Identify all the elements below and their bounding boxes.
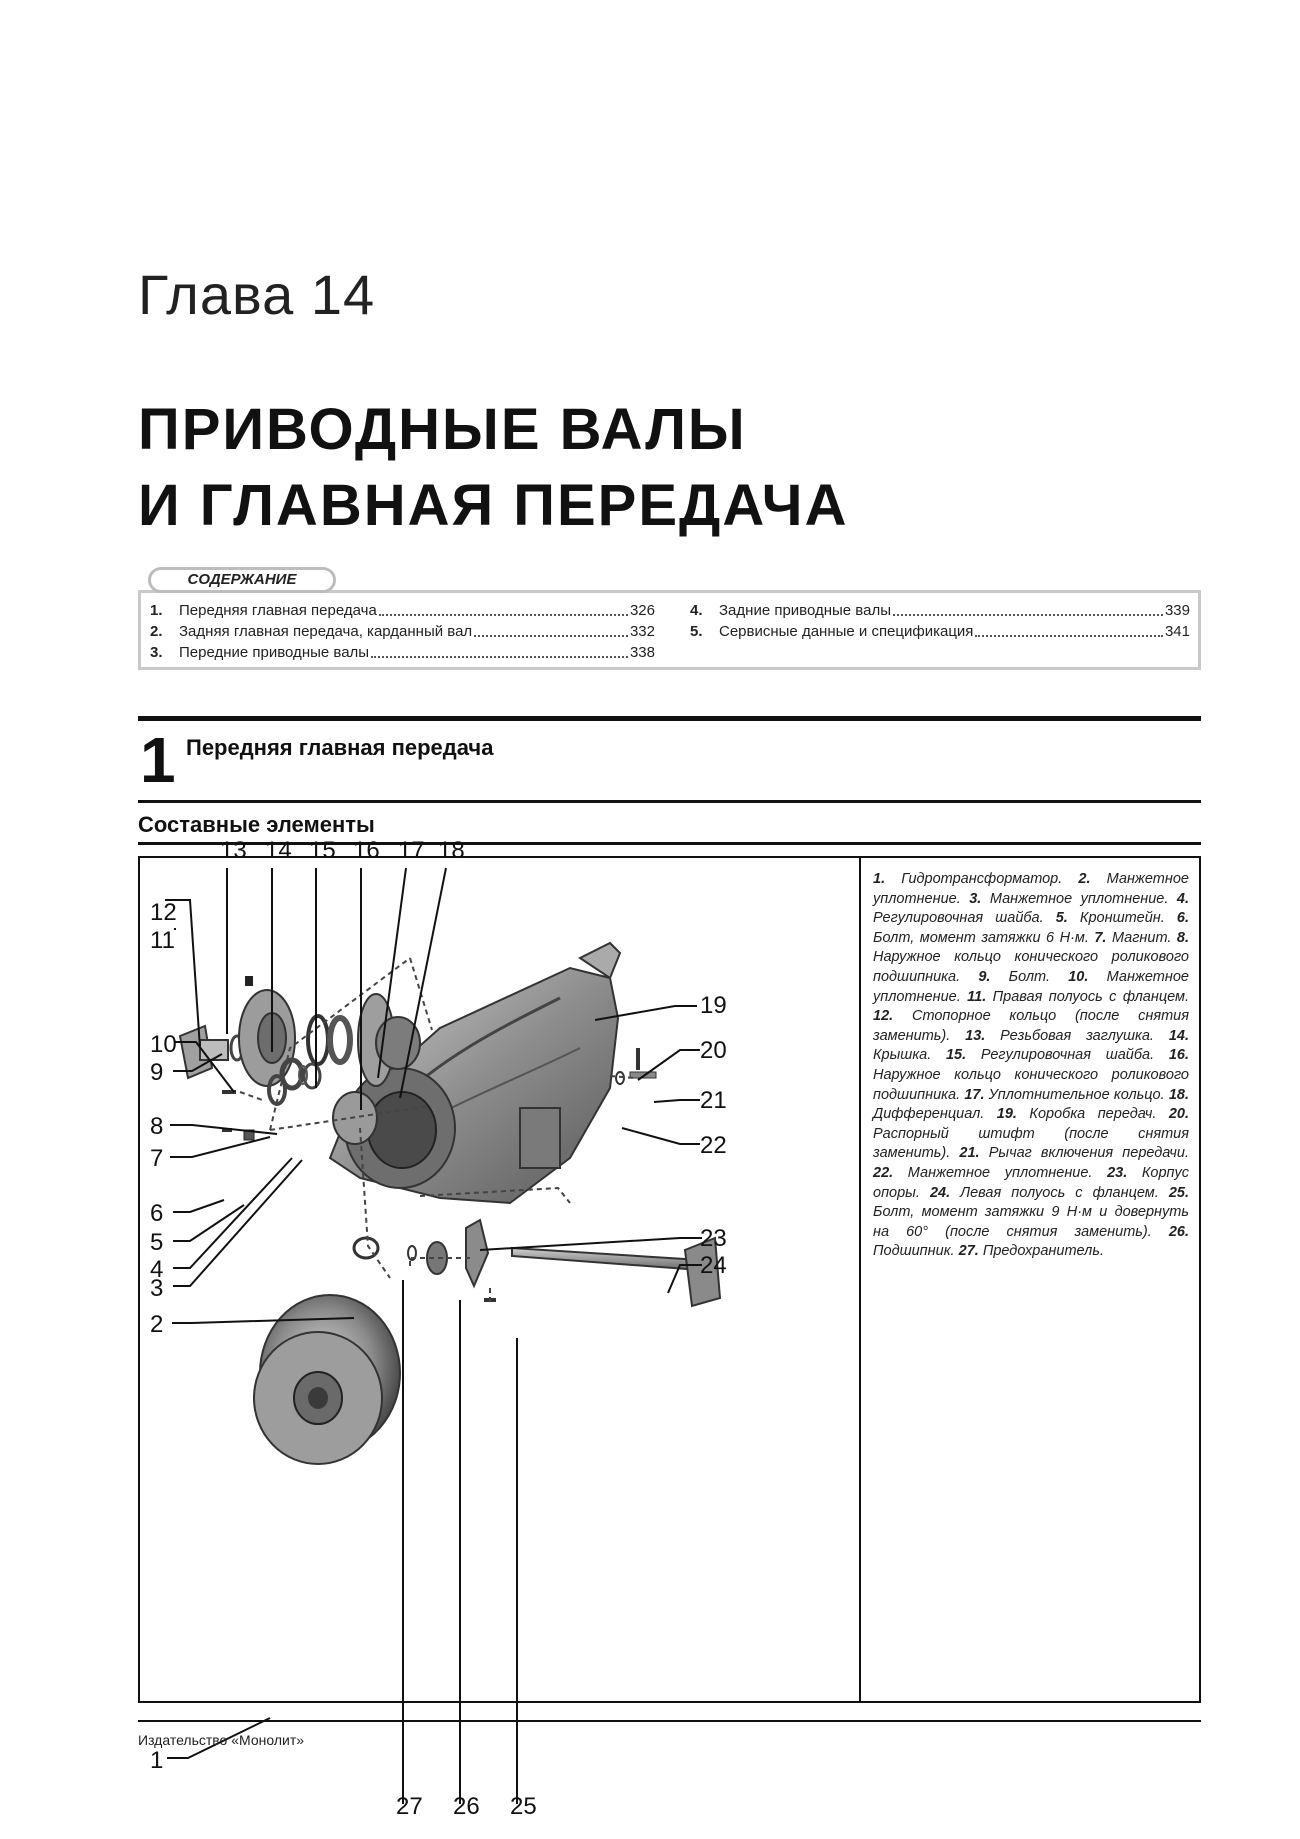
legend-number: 13.: [965, 1027, 986, 1044]
part-label-2: 2: [150, 1311, 164, 1338]
legend-number: 6.: [1176, 910, 1190, 927]
legend-number: 12.: [873, 1008, 894, 1025]
toc-column-right: [690, 600, 1190, 642]
legend-text: Болт.: [990, 968, 1069, 985]
part-label-15: 15: [309, 837, 336, 864]
part-label-19: 19: [700, 992, 727, 1019]
part-label-13: 13: [220, 837, 247, 864]
part-label-5: 5: [150, 1229, 164, 1256]
toc-item[interactable]: 3. Передние приводные валы 338: [150, 644, 655, 661]
legend-number: 2.: [1078, 871, 1091, 887]
legend-text: Болт, момент затяжки 9 Н·м и довернуть на 60° (после снятия заменить).: [873, 1204, 1189, 1240]
part-label-3: 3: [150, 1275, 164, 1302]
legend-number: 11.: [967, 988, 987, 1005]
legend-text: Левая полуось с фланцем.: [950, 1184, 1169, 1201]
part-label-25: 25: [510, 1793, 537, 1820]
legend-text: Регулировочная шайба.: [966, 1047, 1169, 1064]
part-label-6: 6: [150, 1200, 164, 1227]
legend-text: Уплотнительное кольцо.: [984, 1086, 1169, 1103]
subsection-rule-top: [138, 800, 1201, 803]
part-labels: [150, 837, 727, 1820]
legend-number: 4.: [1176, 890, 1189, 907]
legend-number: 3.: [969, 890, 982, 907]
legend-text: Гидротрансформатор.: [885, 871, 1079, 887]
legend-number: 25.: [1168, 1184, 1189, 1201]
part-label-17: 17: [398, 837, 425, 864]
legend-number: 9.: [978, 968, 991, 985]
legend-number: 20.: [1168, 1106, 1190, 1123]
subsection-title: Составные элементы: [138, 812, 375, 837]
toc-item[interactable]: 5. Сервисные данные и спецификация 341: [690, 623, 1190, 640]
figure-separator: [859, 856, 861, 1703]
chapter-title-line2: И ГЛАВНАЯ ПЕРЕДАЧА: [138, 473, 849, 538]
toc-item[interactable]: 4. Задние приводные валы 339: [690, 602, 1190, 619]
chapter-title-line1: ПРИВОДНЫЕ ВАЛЫ: [138, 397, 747, 462]
part-label-12: 12: [150, 899, 177, 926]
section-title: Передняя главная передача: [186, 735, 494, 760]
section-number: 1: [140, 724, 176, 796]
legend-text: Дифференциал.: [873, 1106, 997, 1123]
legend-text: Наружное кольцо конического роликового подшипника.: [873, 949, 1189, 985]
legend-number: 18.: [1168, 1086, 1189, 1103]
part-label-20: 20: [700, 1037, 727, 1064]
part-label-7: 7: [150, 1145, 164, 1172]
legend-text: Манжетное уплотнение.: [893, 1164, 1108, 1181]
legend-text: Подшипник.: [873, 1243, 959, 1260]
chapter-title: [138, 392, 848, 544]
toc-heading: СОДЕРЖАНИЕ: [148, 567, 336, 593]
part-label-22: 22: [700, 1132, 727, 1159]
legend-text: Магнит.: [1106, 929, 1177, 946]
legend-number: 26.: [1168, 1223, 1189, 1240]
legend-number: 8.: [1176, 929, 1189, 946]
legend-number: 15.: [945, 1047, 967, 1064]
legend-text: Рычаг включения передачи.: [979, 1145, 1189, 1162]
legend-text: Регулировочная шайба.: [873, 910, 1056, 927]
legend-text: Манжетное уплотнение.: [873, 968, 1189, 1005]
chapter-label: Глава 14: [138, 263, 376, 326]
part-label-9: 9: [150, 1059, 164, 1086]
toc-item[interactable]: 1. Передняя главная передача 326: [150, 602, 655, 619]
part-label-23: 23: [700, 1225, 727, 1252]
legend-text: Манжетное уплотнение.: [981, 890, 1177, 907]
figure-legend: [873, 870, 1189, 1262]
left-shaft: [512, 1238, 720, 1306]
legend-number: 16.: [1168, 1047, 1189, 1064]
footer-rule: [138, 1720, 1201, 1722]
part-label-16: 16: [353, 837, 380, 864]
legend-number: 22.: [873, 1164, 894, 1181]
legend-number: 14.: [1168, 1027, 1189, 1044]
legend-number: 7.: [1094, 929, 1107, 946]
legend-number: 21.: [959, 1145, 980, 1162]
legend-number: 10.: [1068, 968, 1089, 985]
legend-number: 23.: [1107, 1164, 1128, 1181]
legend-text: Коробка передач.: [1016, 1106, 1169, 1123]
part-label-8: 8: [150, 1113, 164, 1140]
legend-number: 24.: [929, 1184, 951, 1201]
subsection-rule-bottom: [138, 842, 1201, 845]
legend-number: 17.: [964, 1086, 985, 1103]
legend-text: Болт, момент затяжки 6 Н·м.: [873, 929, 1095, 946]
legend-number: 19.: [996, 1106, 1017, 1123]
part-label-27: 27: [396, 1793, 423, 1820]
part-label-14: 14: [265, 837, 292, 864]
part-label-18: 18: [438, 837, 465, 864]
part-label-10: 10: [150, 1031, 177, 1058]
legend-number: 1.: [873, 871, 886, 887]
legend-text: Кронштейн.: [1067, 910, 1177, 927]
part-label-1: 1: [150, 1747, 164, 1774]
publisher: Издательство «Монолит»: [138, 1732, 305, 1748]
toc-item[interactable]: 2. Задняя главная передача, карданный вал 332: [150, 623, 655, 640]
legend-text: Крышка.: [873, 1047, 946, 1064]
part-label-4: 4: [150, 1256, 164, 1283]
legend-text: Стопорное кольцо (после снятия заменить).: [873, 1008, 1189, 1044]
toc-column-left: [150, 600, 655, 663]
part-label-26: 26: [453, 1793, 480, 1820]
legend-text: Корпус опоры.: [873, 1164, 1189, 1201]
part-label-24: 24: [700, 1252, 727, 1279]
section-rule: [138, 716, 1201, 721]
legend-number: 5.: [1055, 910, 1068, 927]
legend-text: Резьбовая заглушка.: [985, 1027, 1169, 1044]
legend-text: Манжетное уплотнение.: [873, 871, 1189, 907]
legend-text: Распорный штифт (после снятия заменить).: [873, 1125, 1189, 1162]
part-label-11: 11: [150, 927, 175, 954]
legend-number: 27.: [958, 1243, 979, 1260]
legend-text: Предохранитель.: [978, 1243, 1104, 1260]
legend-text: Правая полуось с фланцем.: [986, 988, 1189, 1005]
part-label-21: 21: [700, 1087, 727, 1114]
legend-text: Наружное кольцо конического роликового подшипника.: [873, 1066, 1189, 1103]
